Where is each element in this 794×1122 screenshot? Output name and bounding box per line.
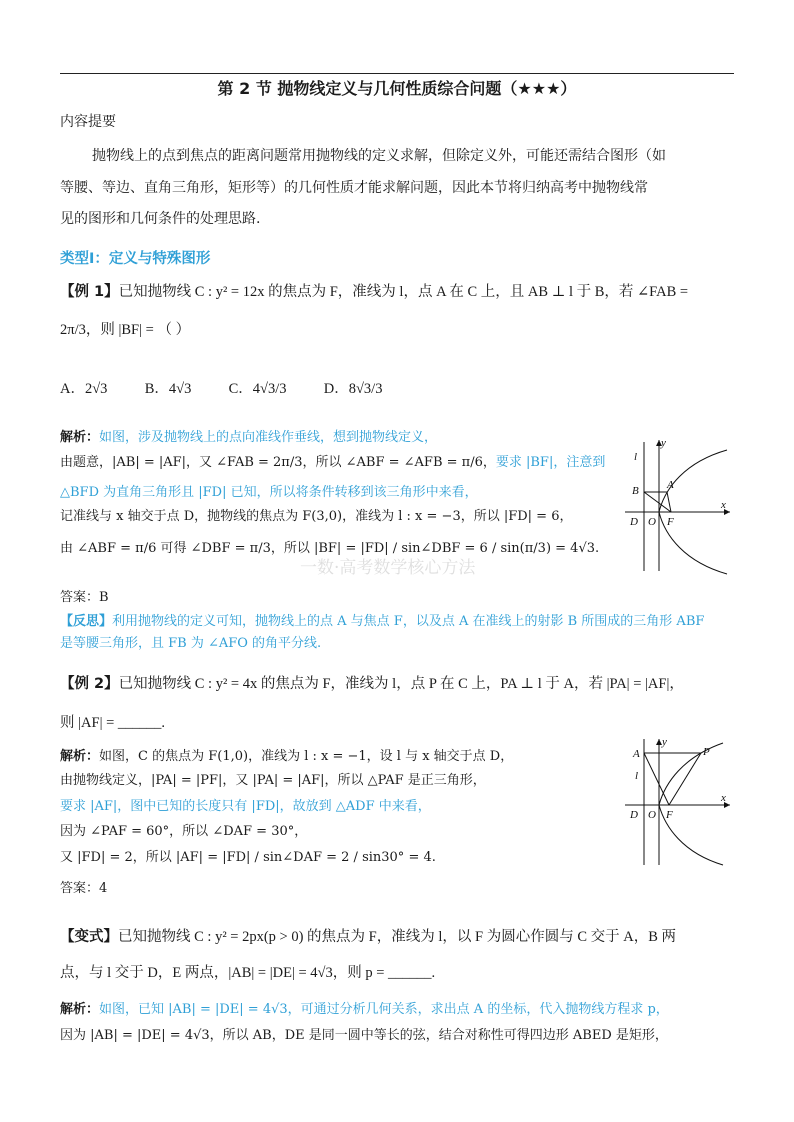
fig-label-p: P	[703, 746, 710, 758]
fig-label-d: D	[630, 809, 638, 821]
variant-solution-line-1	[60, 998, 669, 1017]
solution-tag: 解析：	[60, 1002, 100, 1017]
example-2-stem-text-1: 已知抛物线 C : y² = 4x 的焦点为 F，准线为 l，点 P 在 C 上，PA ⊥ l 于 A，若 |PA| = |AF|，	[118, 676, 684, 692]
example-1-stem-text-1: 已知抛物线 C : y² = 12x 的焦点为 F，准线为 l，点 A 在 C 上，且 AB ⊥ l 于 B，若 ∠FAB =	[118, 284, 689, 300]
header-rule	[60, 73, 734, 74]
solution-tag: 解析：	[60, 749, 100, 764]
fig-label-b: B	[632, 485, 639, 497]
fig-label-x: x	[721, 499, 726, 511]
solution-text: 由题意，|AB| = |AF|，又 ∠FAB = 2π/3，所以 ∠ABF = ∠AFB = π/6，	[60, 455, 496, 470]
solution-hint: 如图，已知 |AB| = |DE| = 4√3，可通过分析几何关系，求出点 A 的坐标，代入抛物线方程求 p，	[99, 1002, 669, 1017]
fig-label-f: F	[667, 516, 674, 528]
example-2-solution-line-2: 由抛物线定义，|PA| = |PF|，又 |PA| = |AF|，所以 △PAF 是正三角形，	[60, 773, 486, 788]
variant-stem-line-1	[60, 925, 676, 946]
fig-label-y: y	[662, 736, 667, 748]
example-2-solution-line-5: 又 |FD| = 2，所以 |AF| = |FD| / sin∠DAF = 2 / sin30° = 4.	[60, 850, 436, 865]
example-1-tag: 【例 1】	[60, 284, 119, 300]
solution-hint: 要求 |BF|，注意到	[495, 455, 606, 470]
solution-hint: 如图，涉及抛物线上的点向准线作垂线，想到抛物线定义，	[99, 430, 438, 445]
example-1-stem-line-1	[60, 280, 688, 301]
example-2-solution-line-1	[60, 745, 513, 764]
watermark: 一数·高考数学核心方法	[300, 558, 476, 578]
solution-tag: 解析：	[60, 430, 100, 445]
fig-label-a: A	[667, 479, 674, 491]
section-title: 第 2 节 抛物线定义与几何性质综合问题（★★★）	[217, 79, 577, 98]
fig-label-d: D	[630, 516, 638, 528]
fig-label-l: l	[634, 451, 638, 463]
reflection-tag: 【反思】	[60, 614, 113, 629]
segment-AF	[644, 753, 669, 805]
fig-label-f: F	[666, 809, 673, 821]
example-2-solution-line-4: 因为 ∠PAF = 60°，所以 ∠DAF = 30°，	[60, 824, 308, 839]
example-1-solution-line-1	[60, 426, 437, 445]
fig-label-o: O	[648, 516, 656, 528]
summary-line-2: 等腰、等边、直角三角形，矩形等）的几何性质才能求解问题，因此本节将归纳高考中抛物线常	[60, 180, 648, 196]
variant-stem-line-2: 点，与 l 交于 D，E 两点，|AB| = |DE| = 4√3，则 p = ______.	[60, 965, 436, 981]
example-1-solution-line-3: △BFD 为直角三角形且 |FD| 已知，所以将条件转移到该三角形中来看，	[60, 485, 478, 500]
summary-heading: 内容提要	[60, 114, 116, 130]
option-c: C．4√3/3	[228, 381, 287, 397]
example-1-figure	[615, 436, 735, 576]
fig-label-a: A	[633, 748, 640, 760]
example-2-stem-line-2: 则 |AF| = ______.	[60, 715, 166, 731]
example-2-figure	[615, 735, 735, 867]
segment-PF	[669, 753, 701, 805]
variant-solution-line-2: 因为 |AB| = |DE| = 4√3，所以 AB，DE 是同一圆中等长的弦，结合对称性可得四边形 ABED 是矩形，	[60, 1028, 668, 1043]
variant-stem-text-1: 已知抛物线 C : y² = 2px(p > 0) 的焦点为 F，准线为 l，以 F 为圆心作圆与 C 交于 A，B 两	[118, 929, 677, 945]
reflection-text: 利用抛物线的定义可知，抛物线上的点 A 与焦点 F，以及点 A 在准线上的射影 B 所围成的三角形 ABF	[112, 614, 705, 629]
summary-line-1: 抛物线上的点到焦点的距离问题常用抛物线的定义求解，但除定义外，可能还需结合图形（如	[92, 148, 666, 164]
example-1-options	[60, 377, 382, 398]
option-a: A．2√3	[60, 381, 108, 397]
segment-BF	[644, 492, 671, 512]
fig-label-o: O	[648, 809, 656, 821]
variant-tag: 【变式】	[60, 929, 118, 945]
example-1-solution-line-4: 记准线与 x 轴交于点 D，抛物线的焦点为 F(3,0)，准线为 l : x = −3，所以 |FD| = 6，	[60, 509, 573, 524]
solution-text: 如图，C 的焦点为 F(1,0)，准线为 l : x = −1，设 l 与 x 轴交于点 D，	[99, 749, 514, 764]
example-1-stem-line-2: 2π/3，则 |BF| = （ ）	[60, 322, 191, 338]
example-2-answer: 答案：4	[60, 881, 108, 896]
fig-label-l: l	[635, 770, 639, 782]
option-d: D．8√3/3	[323, 381, 383, 397]
example-1-solution-line-2	[60, 451, 605, 470]
type-heading: 类型Ⅰ：定义与特殊图形	[60, 251, 211, 267]
example-1-answer: 答案：B	[60, 590, 109, 605]
option-b: B．4√3	[144, 381, 192, 397]
example-2-tag: 【例 2】	[60, 676, 119, 692]
fig-label-y: y	[661, 437, 666, 449]
summary-line-3: 见的图形和几何条件的处理思路.	[60, 211, 261, 227]
example-2-solution-line-3: 要求 |AF|，图中已知的长度只有 |FD|，故放到 △ADF 中来看，	[60, 799, 431, 814]
example-1-reflection-line-1	[60, 610, 704, 629]
example-2-stem-line-1	[60, 672, 684, 693]
example-1-solution-line-5: 由 ∠ABF = π/6 可得 ∠DBF = π/3，所以 |BF| = |FD| / sin∠DBF = 6 / sin(π/3) = 4√3.	[60, 541, 600, 556]
example-1-reflection-line-2: 是等腰三角形，且 FB 为 ∠AFO 的角平分线.	[60, 636, 322, 651]
fig-label-x: x	[721, 792, 726, 804]
